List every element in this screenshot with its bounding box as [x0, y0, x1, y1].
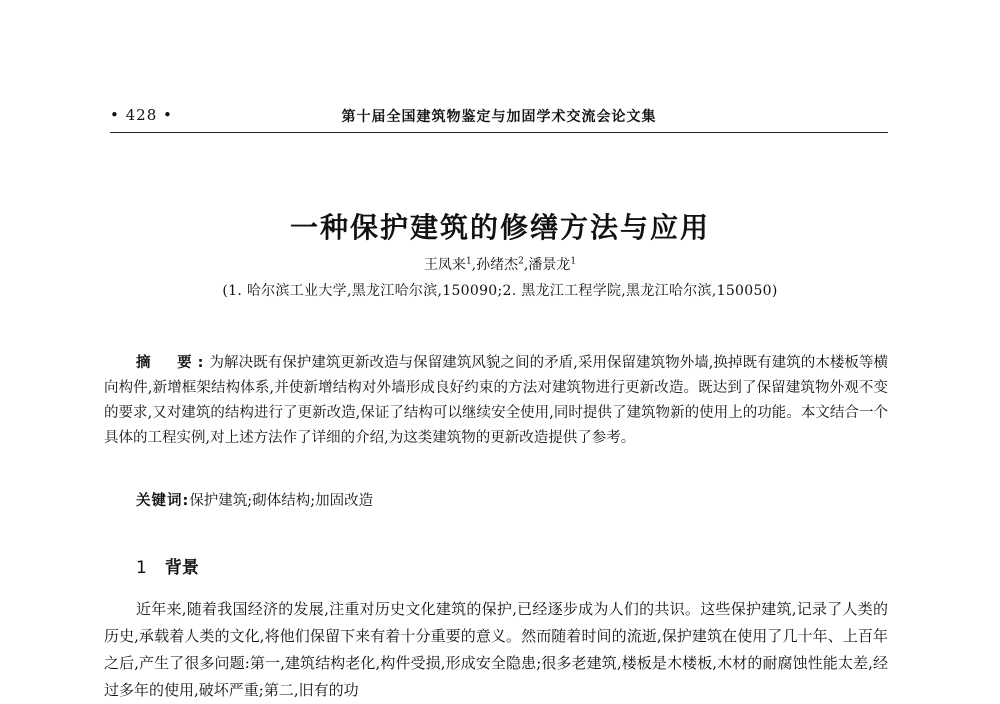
- author-list: [0, 254, 1000, 274]
- author-separator: ,: [523, 257, 529, 273]
- abstract-label: 摘 要:: [136, 355, 210, 371]
- keywords-block: [136, 489, 373, 510]
- abstract-block: [104, 351, 888, 451]
- author-name: 潘景龙: [528, 257, 571, 273]
- header-rule: [110, 132, 888, 133]
- page-number: • 428 •: [110, 106, 173, 124]
- body-paragraph: 近年来,随着我国经济的发展,注重对历史文化建筑的保护,已经逐步成为人们的共识。这些保护建筑,记录了人类的历史,承载着人类的文化,将他们保留下来有着十分重要的意义。然而随着时间的流逝,保护建筑在使用了几十年、上百年之后,产生了很多问题:第一,建筑结构老化,构件受损,形成安全隐患;很多老建筑,楼板是木楼板,木材的耐腐蚀性能太差,经过多年的使用,破坏严重;第二,旧有的功: [104, 600, 888, 699]
- section-number: 1: [136, 558, 147, 578]
- author-affil-mark: 2: [518, 256, 524, 267]
- author-name: 孙绪杰: [476, 257, 519, 273]
- author-affil-mark: 1: [570, 256, 577, 267]
- section-heading: [136, 553, 199, 578]
- keywords-text: 保护建筑;砌体结构;加固改造: [189, 493, 374, 509]
- paper-title: 一种保护建筑的修缮方法与应用: [289, 211, 710, 244]
- keywords-label: 关键词:: [136, 493, 190, 509]
- author-name: 王凤来: [423, 257, 466, 273]
- running-header: [110, 106, 888, 130]
- author-separator: ,: [471, 257, 477, 273]
- running-title: 第十届全国建筑物鉴定与加固学术交流会论文集: [341, 109, 657, 125]
- abstract-text: 为解决既有保护建筑更新改造与保留建筑风貌之间的矛盾,采用保留建筑物外墙,换掉既有建筑的木楼板等横向构件,新增框架结构体系,并使新增结构对外墙形成良好约束的方法对建筑物进行更新改造。既达到了保留建筑物外观不变的要求,又对建筑的结构进行了更新改造,保证了结构可以继续安全使用,同时提供了建筑物新的使用上的功能。本文结合一个具体的工程实例,对上述方法作了详细的介绍,为这类建筑物的更新改造提供了参考。: [104, 355, 888, 446]
- affiliations: (1. 哈尔滨工业大学,黑龙江哈尔滨,150090;2. 黑龙江工程学院,黑龙江哈尔滨,150050): [222, 283, 778, 299]
- author-affil-mark: 1: [465, 256, 472, 267]
- section-title: 背景: [164, 558, 199, 578]
